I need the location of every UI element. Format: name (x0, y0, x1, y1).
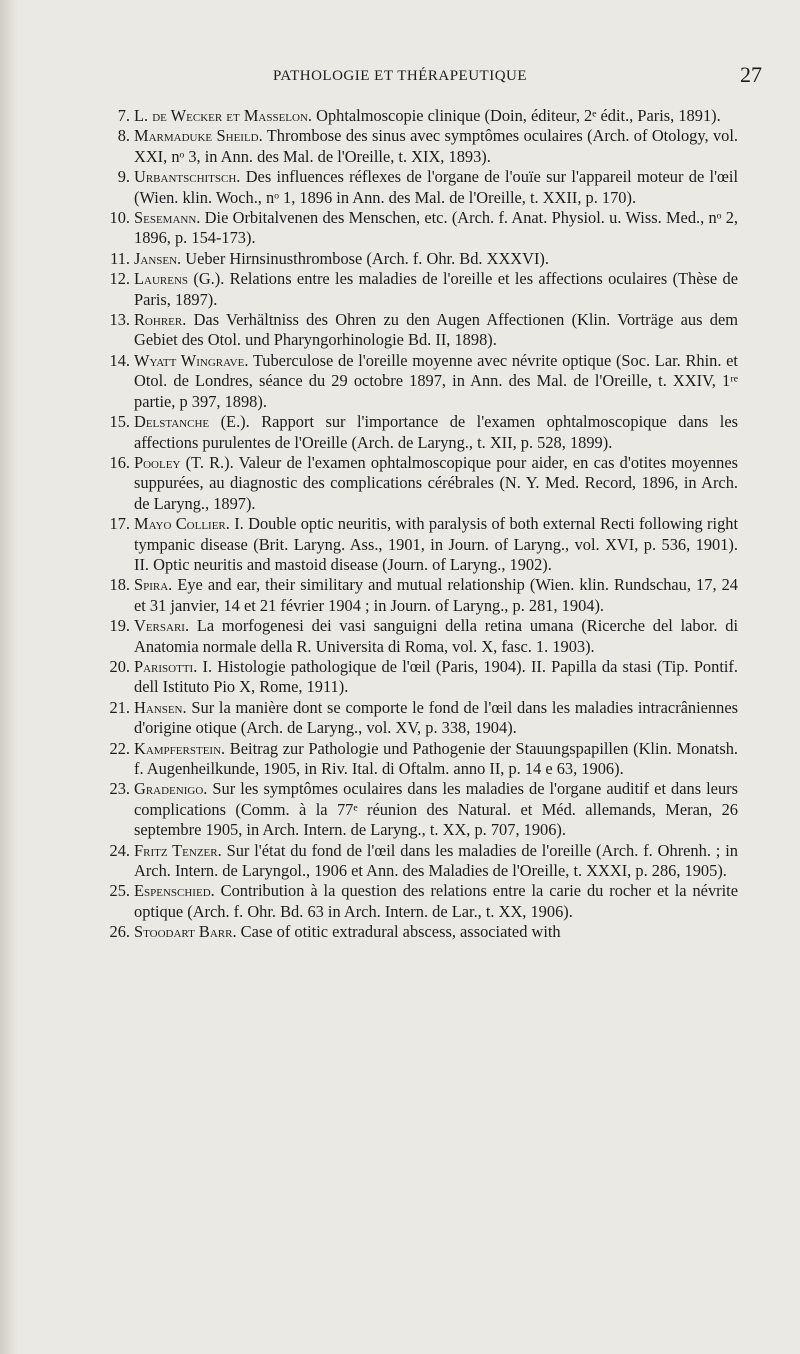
reference-text: Beitrag zur Pathologie und Pathogenie der Stauungspapillen (Klin. Monatsh. f. Augenheilkunde, 1905, in Riv. Ital. di Oftalm. anno II, p. 14 e 63, 1906). (134, 738, 738, 778)
reference-item (106, 167, 738, 208)
reference-text: (T. R.). Valeur de l'examen ophtalmoscopique pour aider, en cas d'otites moyennes suppurées, au diagnostic des complications cérébrales (N. Y. Med. Record, 1896, in Arch. de Laryng., 1897). (134, 452, 738, 513)
reference-item (106, 514, 738, 575)
reference-author: Marmaduke Sheild. (134, 126, 263, 146)
reference-text: (G.). Relations entre les maladies de l'oreille et les affections oculaires (Thèse de Paris, 1897). (134, 269, 738, 309)
reference-number: 19. (109, 616, 130, 636)
reference-number: 15. (109, 412, 130, 432)
reference-number: 26. (109, 922, 130, 942)
reference-author: Mayo Collier. (134, 514, 230, 534)
reference-author: Versari. (134, 616, 190, 636)
running-head: PATHOLOGIE ET THÉRAPEUTIQUE (272, 68, 528, 84)
reference-text: Eye and ear, their similitary and mutual relationship (Wien. klin. Rundschau, 17, 24 et 31 janvier, 14 et 21 février 1904 ; in Journ. of Laryng., p. 281, 1904). (134, 575, 738, 615)
reference-text: Case of otitic extradural abscess, associated with (236, 922, 561, 942)
reference-number: 18. (109, 575, 130, 595)
reference-text: Contribution à la question des relations entre la carie du rocher et la névrite optique (Arch. f. Ohr. Bd. 63 in Arch. Intern. de Lar., t. XX, 1906). (134, 881, 738, 921)
reference-author: Kampferstein. (134, 738, 226, 758)
reference-author: Parisotti. (134, 656, 198, 676)
reference-number: 12. (109, 269, 130, 289)
reference-number: 24. (109, 840, 130, 860)
reference-author: Urbantschitsch. (134, 167, 241, 187)
reference-number: 25. (109, 881, 130, 901)
reference-number: 13. (109, 310, 130, 330)
reference-number: 10. (109, 208, 130, 228)
reference-text: La morfogenesi dei vasi sanguigni della retina umana (Ricerche del labor. di Anatomia normale della R. Universita di Roma, vol. X, fasc. 1. 1903). (134, 616, 738, 656)
reference-author: Spira. (134, 575, 173, 595)
reference-item (106, 657, 738, 698)
reference-author: Gradenigo. (134, 779, 208, 799)
reference-text: Thrombose des sinus avec symptômes oculaires (Arch. of Otology, vol. XXI, nᵒ 3, in Ann. des Mal. de l'Oreille, t. XIX, 1893). (134, 126, 738, 166)
reference-item (106, 249, 738, 269)
reference-item (106, 881, 738, 922)
reference-item (106, 922, 738, 942)
reference-text: Des influences réflexes de l'organe de l'ouïe sur l'appareil moteur de l'œil (Wien. klin. Woch., nᵒ 1, 1896 in Ann. des Mal. de l'Oreille, t. XXII, p. 170). (134, 167, 738, 207)
reference-author: L. de Wecker et Masselon. (134, 106, 313, 125)
reference-item (106, 412, 738, 453)
page-header (0, 62, 800, 92)
reference-text: Sur l'état du fond de l'œil dans les maladies de l'oreille (Arch. f. Ohrenh. ; in Arch. Intern. de Laryngol., 1906 et Ann. des Maladies de l'Oreille, t. XXXI, p. 286, 1905). (134, 840, 739, 881)
reference-author: Delstanche (134, 412, 210, 432)
reference-author: Espenschied. (134, 881, 215, 901)
reference-number: 20. (109, 656, 130, 676)
reference-item (106, 575, 738, 616)
reference-author: Fritz Tenzer. (134, 840, 222, 860)
reference-author: Wyatt Wingrave. (134, 350, 249, 370)
reference-number: 14. (109, 350, 130, 370)
reference-number: 11. (110, 248, 130, 268)
reference-author: Stoodart Barr. (134, 922, 237, 942)
reference-text: Das Verhältniss des Ohren zu den Augen Affectionen (Klin. Vorträge aus dem Gebiet des Otol. und Pharyngorhinologie Bd. II, 1898). (134, 310, 738, 350)
reference-number: 22. (109, 738, 130, 758)
page-number: 27 (740, 62, 762, 87)
reference-item (106, 208, 738, 249)
reference-text: I. Double optic neuritis, with paralysis of both external Recti following right tympanic disease (Brit. Laryng. Ass., 1901, in Journ. of Laryng., vol. XVI, p. 536, 1901). II. Optic neuritis and mastoid disease (Journ. of Laryng., 1902). (134, 514, 739, 574)
reference-item (106, 616, 738, 657)
reference-author: Pooley (134, 452, 181, 472)
reference-number: 17. (109, 514, 130, 534)
reference-item (106, 739, 738, 780)
reference-item (106, 779, 738, 840)
reference-number: 8. (117, 126, 130, 146)
reference-list (106, 106, 738, 943)
reference-item (106, 698, 738, 739)
reference-author: Sesemann. (134, 208, 201, 228)
reference-text: I. Histologie pathologique de l'œil (Paris, 1904). II. Papilla da stasi (Tip. Pontif. dell Istituto Pio X, Rome, 1911). (134, 656, 738, 697)
reference-item (106, 269, 738, 310)
reference-number: 21. (109, 697, 130, 717)
reference-text: Sur les symptômes oculaires dans les maladies de l'organe auditif et dans leurs complications (Comm. à la 77ᵉ réunion des Natural. et Méd. allemands, Meran, 26 septembre 1905, in Arch. Intern. de Laryng., t. XX, p. 707, 1906). (134, 779, 738, 840)
reference-text: Ophtalmoscopie clinique (Doin, éditeur, 2ᵉ édit., Paris, 1891). (312, 106, 721, 125)
reference-item (106, 453, 738, 514)
reference-author: Laurens (134, 269, 189, 289)
reference-number: 23. (109, 779, 130, 799)
reference-author: Jansen. (134, 248, 182, 268)
reference-text: Tuberculose de l'oreille moyenne avec névrite optique (Soc. Lar. Rhin. et Otol. de Londres, séance du 29 octobre 1897, in Ann. des Mal. de l'Oreille, t. XXIV, 1ʳᵉ partie, p 397, 1898). (134, 350, 738, 411)
reference-text: Sur la manière dont se comporte le fond de l'œil dans les maladies intracrâniennes d'origine otique (Arch. de Laryng., vol. XV, p. 338, 1904). (134, 697, 738, 738)
reference-text: Die Orbitalvenen des Menschen, etc. (Arch. f. Anat. Physiol. u. Wiss. Med., nᵒ 2, 1896, p. 154-173). (134, 208, 738, 248)
reference-item (106, 106, 738, 126)
reference-number: 7. (117, 106, 130, 125)
reference-item (106, 126, 738, 167)
reference-number: 16. (109, 452, 130, 472)
reference-item (106, 351, 738, 412)
reference-item (106, 310, 738, 351)
reference-author: Rohrer. (134, 310, 187, 330)
binding-shadow (0, 0, 18, 1354)
reference-number: 9. (117, 167, 130, 187)
reference-text: Ueber Hirnsinusthrombose (Arch. f. Ohr. Bd. XXXVI). (181, 248, 549, 268)
reference-text: (E.). Rapport sur l'importance de l'examen ophtalmoscopique dans les affections purulentes de l'Oreille (Arch. de Laryng., t. XII, p. 528, 1899). (134, 412, 738, 452)
reference-item (106, 841, 738, 882)
reference-author: Hansen. (134, 697, 187, 717)
